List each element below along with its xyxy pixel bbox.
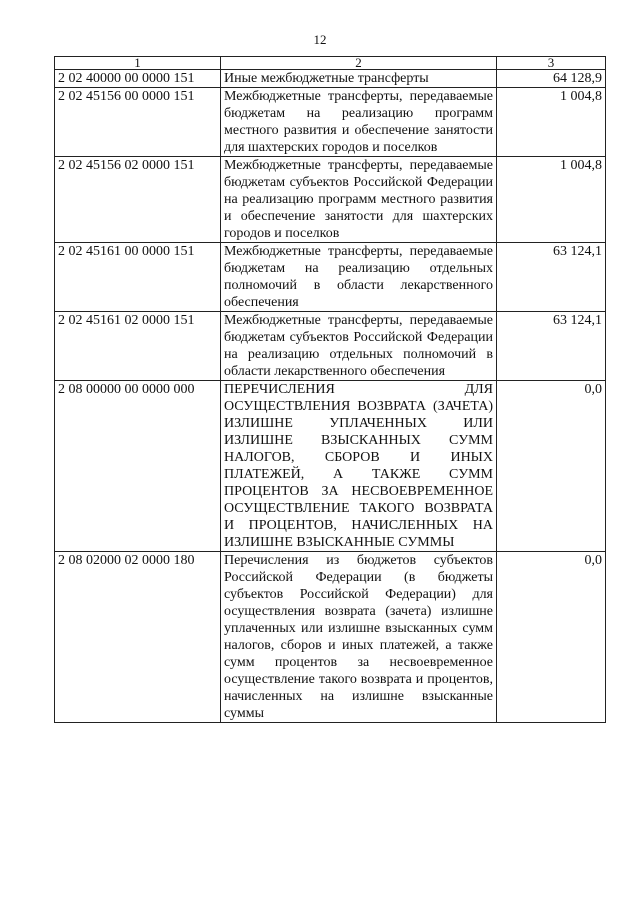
table-row	[55, 552, 606, 723]
table-row	[55, 88, 606, 157]
table-row	[55, 157, 606, 243]
table-body	[55, 57, 606, 723]
budget-code-cell: 2 02 45161 00 0000 151	[55, 243, 221, 312]
description-cell: ПЕРЕЧИСЛЕНИЯ ДЛЯ ОСУЩЕСТВЛЕНИЯ ВОЗВРАТА (ЗАЧЕТА) ИЗЛИШНЕ УПЛАЧЕННЫХ ИЛИ ИЗЛИШНЕ ВЗЫСКАННЫХ СУММ НАЛОГОВ, СБОРОВ И ИНЫХ ПЛАТЕЖЕЙ, А ТАКЖЕ СУММ ПРОЦЕНТОВ ЗА НЕСВОЕВРЕМЕННОЕ ОСУЩЕСТВЛЕНИЕ ТАКОГО ВОЗВРАТА И ПРОЦЕНТОВ, НАЧИСЛЕННЫХ НА ИЗЛИШНЕ ВЗЫСКАННЫЕ СУММЫ	[221, 381, 497, 552]
budget-code-cell: 2 02 45161 02 0000 151	[55, 312, 221, 381]
amount-cell: 0,0	[497, 552, 606, 723]
description-cell: Иные межбюджетные трансферты	[221, 70, 497, 88]
header-column-2: 2	[221, 57, 497, 70]
page-number: 12	[313, 32, 327, 47]
header-column-1: 1	[55, 57, 221, 70]
amount-cell: 64 128,9	[497, 70, 606, 88]
description-cell: Межбюджетные трансферты, передаваемые бюджетам на реализацию отдельных полномочий в области лекарственного обеспечения	[221, 243, 497, 312]
amount-cell: 63 124,1	[497, 243, 606, 312]
budget-code-cell: 2 02 40000 00 0000 151	[55, 70, 221, 88]
table-header-row	[55, 57, 606, 70]
budget-code-cell: 2 08 02000 02 0000 180	[55, 552, 221, 723]
amount-cell: 1 004,8	[497, 157, 606, 243]
budget-code-cell: 2 08 00000 00 0000 000	[55, 381, 221, 552]
budget-revenue-table	[54, 56, 606, 723]
budget-code-cell: 2 02 45156 02 0000 151	[55, 157, 221, 243]
description-cell: Перечисления из бюджетов субъектов Российской Федерации (в бюджеты субъектов Российской Федерации) для осуществления возврата (зачета) излишне уплаченных или излишне взысканных сумм налогов, сборов и иных платежей, а также сумм процентов за несвоевременное осуществление такого возврата и процентов, начисленных на излишне взысканные суммы	[221, 552, 497, 723]
header-column-3: 3	[497, 57, 606, 70]
table-row	[55, 312, 606, 381]
description-cell: Межбюджетные трансферты, передаваемые бюджетам субъектов Российской Федерации на реализацию программ местного развития и обеспечение занятости для шахтерских городов и поселков	[221, 157, 497, 243]
budget-code-cell: 2 02 45156 00 0000 151	[55, 88, 221, 157]
description-cell: Межбюджетные трансферты, передаваемые бюджетам субъектов Российской Федерации на реализацию отдельных полномочий в области лекарственного обеспечения	[221, 312, 497, 381]
description-cell: Межбюджетные трансферты, передаваемые бюджетам на реализацию программ местного развития и обеспечение занятости для шахтерских городов и поселков	[221, 88, 497, 157]
table-row	[55, 243, 606, 312]
amount-cell: 0,0	[497, 381, 606, 552]
table-row	[55, 70, 606, 88]
table-row	[55, 381, 606, 552]
amount-cell: 1 004,8	[497, 88, 606, 157]
amount-cell: 63 124,1	[497, 312, 606, 381]
